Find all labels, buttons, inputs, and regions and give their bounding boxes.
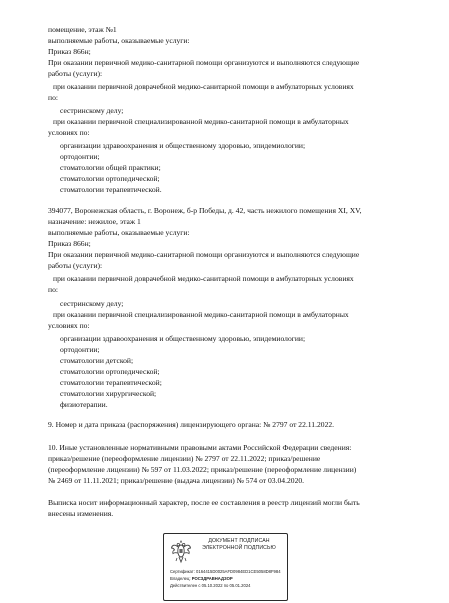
text-line: стоматологии ортопедической; xyxy=(60,174,160,183)
text-line: Приказ 866н; xyxy=(48,239,91,248)
coat-of-arms-icon xyxy=(170,538,192,564)
text-line: № 2469 от 11.11.2021; приказ/решение (выдача лицензии) № 574 от 03.04.2020. xyxy=(48,476,305,485)
text-line: ортодонтии; xyxy=(60,345,100,354)
text-line: выполняемые работы, оказываемые услуги: xyxy=(48,36,190,45)
signature-owner-value: РОСЗДРАВНАДЗОР xyxy=(191,576,233,581)
text-line: стоматологии хирургической; xyxy=(60,389,157,398)
text-line: по: xyxy=(48,285,58,294)
signature-owner-label: Владелец: xyxy=(170,576,191,581)
text-line: работы (услуги): xyxy=(48,69,103,78)
disclaimer-line: внесены изменения. xyxy=(48,509,114,518)
text-line: стоматологии ортопедической; xyxy=(60,367,160,376)
signature-owner xyxy=(170,576,233,581)
license-order-line: 9. Номер и дата приказа (распоряжения) лицензирующего органа: № 2797 от 22.11.2022. xyxy=(48,420,335,429)
signature-validity: Действителен с 05.10.2022 по 05.01.2024 xyxy=(170,583,251,588)
text-line: при оказании первичной специализированной медико-санитарной помощи в амбулаторных xyxy=(53,117,349,126)
text-line: организации здравоохранения и общественному здоровью, эпидемиологии; xyxy=(60,334,306,343)
signature-title xyxy=(194,538,284,552)
disclaimer-line: Выписка носит информационный характер, после ее составления в реестр лицензий могли быть xyxy=(48,498,360,507)
text-line: стоматологии детской; xyxy=(60,356,134,365)
text-line: по: xyxy=(48,93,58,102)
text-line: 394077, Воронежская область, г. Воронеж, б-р Победы, д. 42, часть нежилого помещения XI, XV, xyxy=(48,206,362,215)
signature-certificate: Сертификат: 0164415D0025AFD0984ED1CE5058D8F984 xyxy=(170,569,281,574)
text-line: 10. Иные установленные нормативными правовыми актами Российской Федерации сведения: xyxy=(48,443,352,452)
text-line: При оказании первичной медико-санитарной помощи организуются и выполняются следующие xyxy=(48,250,360,259)
text-line: условиях по: xyxy=(48,321,90,330)
text-line: (переоформление лицензии) № 597 от 11.03.2022; приказ/решение (переоформление лицензии) xyxy=(48,465,357,474)
text-line: сестринскому делу; xyxy=(60,106,124,115)
signature-title-line: ДОКУМЕНТ ПОДПИСАН xyxy=(208,538,270,544)
text-line: организации здравоохранения и общественному здоровью, эпидемиологии; xyxy=(60,141,306,150)
text-line: приказ/решение (переоформление лицензии) № 2797 от 22.11.2022; приказ/решение xyxy=(48,454,321,463)
text-line: выполняемые работы, оказываемые услуги: xyxy=(48,228,190,237)
text-line: При оказании первичной медико-санитарной помощи организуются и выполняются следующие xyxy=(48,58,360,67)
text-line: ортодонтии; xyxy=(60,152,100,161)
text-line: стоматологии терапевтической; xyxy=(60,378,162,387)
text-line: при оказании первичной доврачебной медико-санитарной помощи в амбулаторных условиях xyxy=(53,274,354,283)
text-line: Приказ 866н; xyxy=(48,47,91,56)
electronic-signature-stamp xyxy=(163,533,288,601)
text-line: при оказании первичной доврачебной медико-санитарной помощи в амбулаторных условиях xyxy=(53,82,354,91)
text-line: работы (услуги): xyxy=(48,261,103,270)
text-line: сестринскому делу; xyxy=(60,299,124,308)
text-line: физиотерапии. xyxy=(60,400,108,409)
text-line: стоматологии общей практики; xyxy=(60,163,161,172)
text-line: назначение: нежилое, этаж 1 xyxy=(48,217,141,226)
text-line: условиях по: xyxy=(48,128,90,137)
text-line: при оказании первичной специализированной медико-санитарной помощи в амбулаторных xyxy=(53,310,349,319)
signature-title-line: ЭЛЕКТРОННОЙ ПОДПИСЬЮ xyxy=(202,545,276,551)
text-line: помещение, этаж №1 xyxy=(48,25,117,34)
text-line: стоматологии терапевтической. xyxy=(60,185,162,194)
